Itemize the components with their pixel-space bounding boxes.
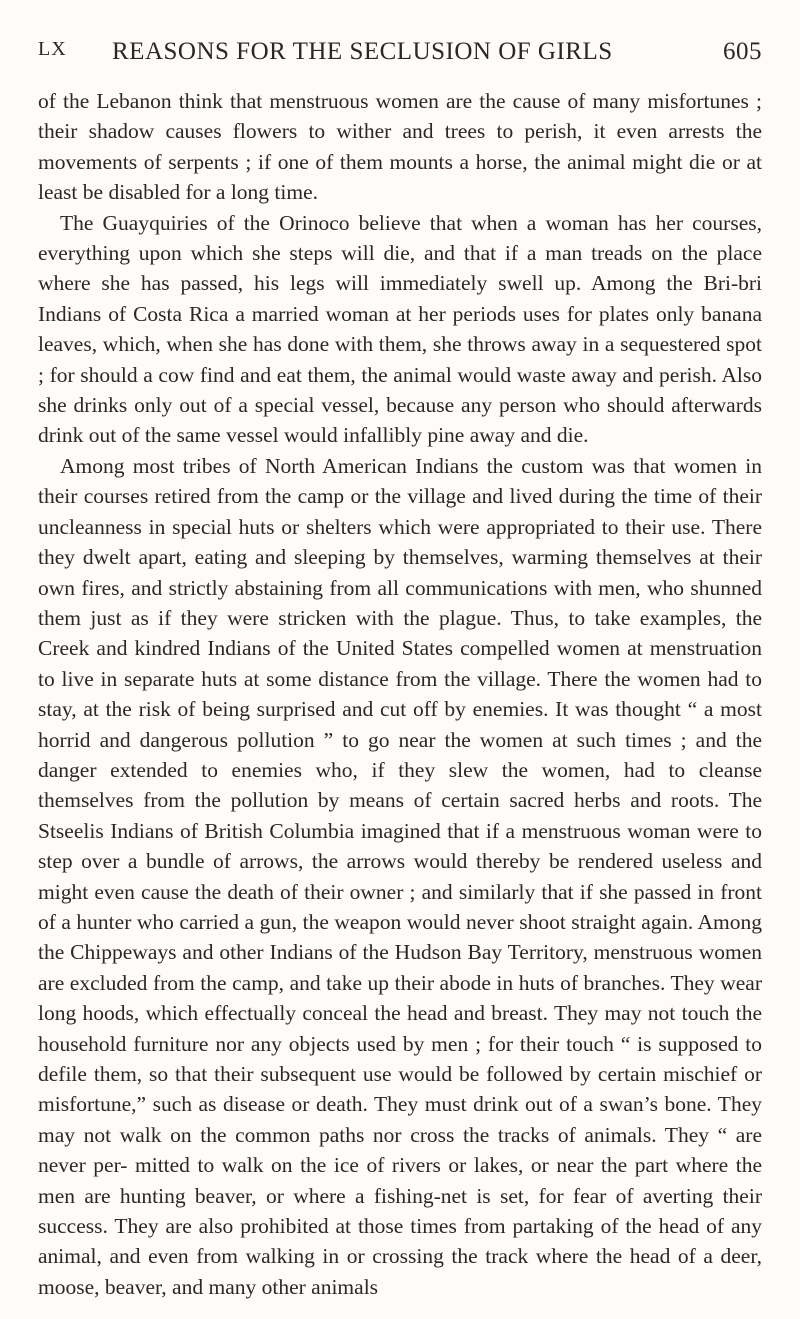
body-text	[38, 86, 762, 1302]
page-number: 605	[723, 38, 762, 65]
paragraph-north-american-indians: Among most tribes of North American Indians the custom was that women in their courses retired from the camp or the village and lived during the time of their uncleanness in special huts or shelters which were appropriated to their use. There they dwelt apart, eating and sleeping by themselves, warming themselves at their own fires, and strictly abstaining from all communications with men, who shunned them just as if they were stricken with the plague. Thus, to take examples, the Creek and kindred Indians of the United States compelled women at menstruation to live in separate huts at some distance from the village. There the women had to stay, at the risk of being surprised and cut off by enemies. It was thought “ a most horrid and dangerous pollution ” to go near the women at such times ; and the danger extended to enemies who, if they slew the women, had to cleanse themselves from the pollution by means of certain sacred herbs and roots. The Stseelis Indians of British Columbia imagined that if a menstruous woman were to step over a bundle of arrows, the arrows would thereby be rendered useless and might even cause the death of their owner ; and similarly that if she passed in front of a hunter who carried a gun, the weapon would never shoot straight again. Among the Chippeways and other Indians of the Hudson Bay Territory, menstruous women are excluded from the camp, and take up their abode in huts of branches. They wear long hoods, which effectually conceal the head and breast. They may not touch the household furniture nor any objects used by men ; for their touch “ is supposed to defile them, so that their subsequent use would be followed by certain mischief or misfortune,” such as disease or death. They must drink out of a swan’s bone. They may not walk on the common paths nor cross the tracks of animals. They “ are never per- mitted to walk on the ice of rivers or lakes, or near the part where the men are hunting beaver, or where a fishing-net is set, for fear of averting their success. They are also prohibited at those times from partaking of the head of any animal, and even from walking in or crossing the track where the head of a deer, moose, beaver, and many other animals	[38, 453, 762, 1299]
chapter-number: LX	[38, 38, 67, 60]
paragraph-guayquiries: The Guayquiries of the Orinoco believe that when a woman has her courses, everything upon which she steps will die, and that if a man treads on the place where she has passed, his legs will immediately swell up. Among the Bri-bri Indians of Costa Rica a married woman at her periods uses for plates only banana leaves, which, when she has done with them, she throws away in a sequestered spot ; for should a cow find and eat them, the animal would waste away and perish. Also she drinks only out of a special vessel, because any person who should afterwards drink out of the same vessel would infallibly pine away and die.	[38, 210, 762, 448]
running-head	[38, 38, 762, 72]
running-title: REASONS FOR THE SECLUSION OF GIRLS	[112, 38, 613, 65]
paragraph-continuation: of the Lebanon think that menstruous women are the cause of many misfortunes ; their shadow causes flowers to wither and trees to perish, it even arrests the movements of serpents ; if one of them mounts a horse, the animal might die or at least be disabled for a long time.	[38, 89, 762, 205]
